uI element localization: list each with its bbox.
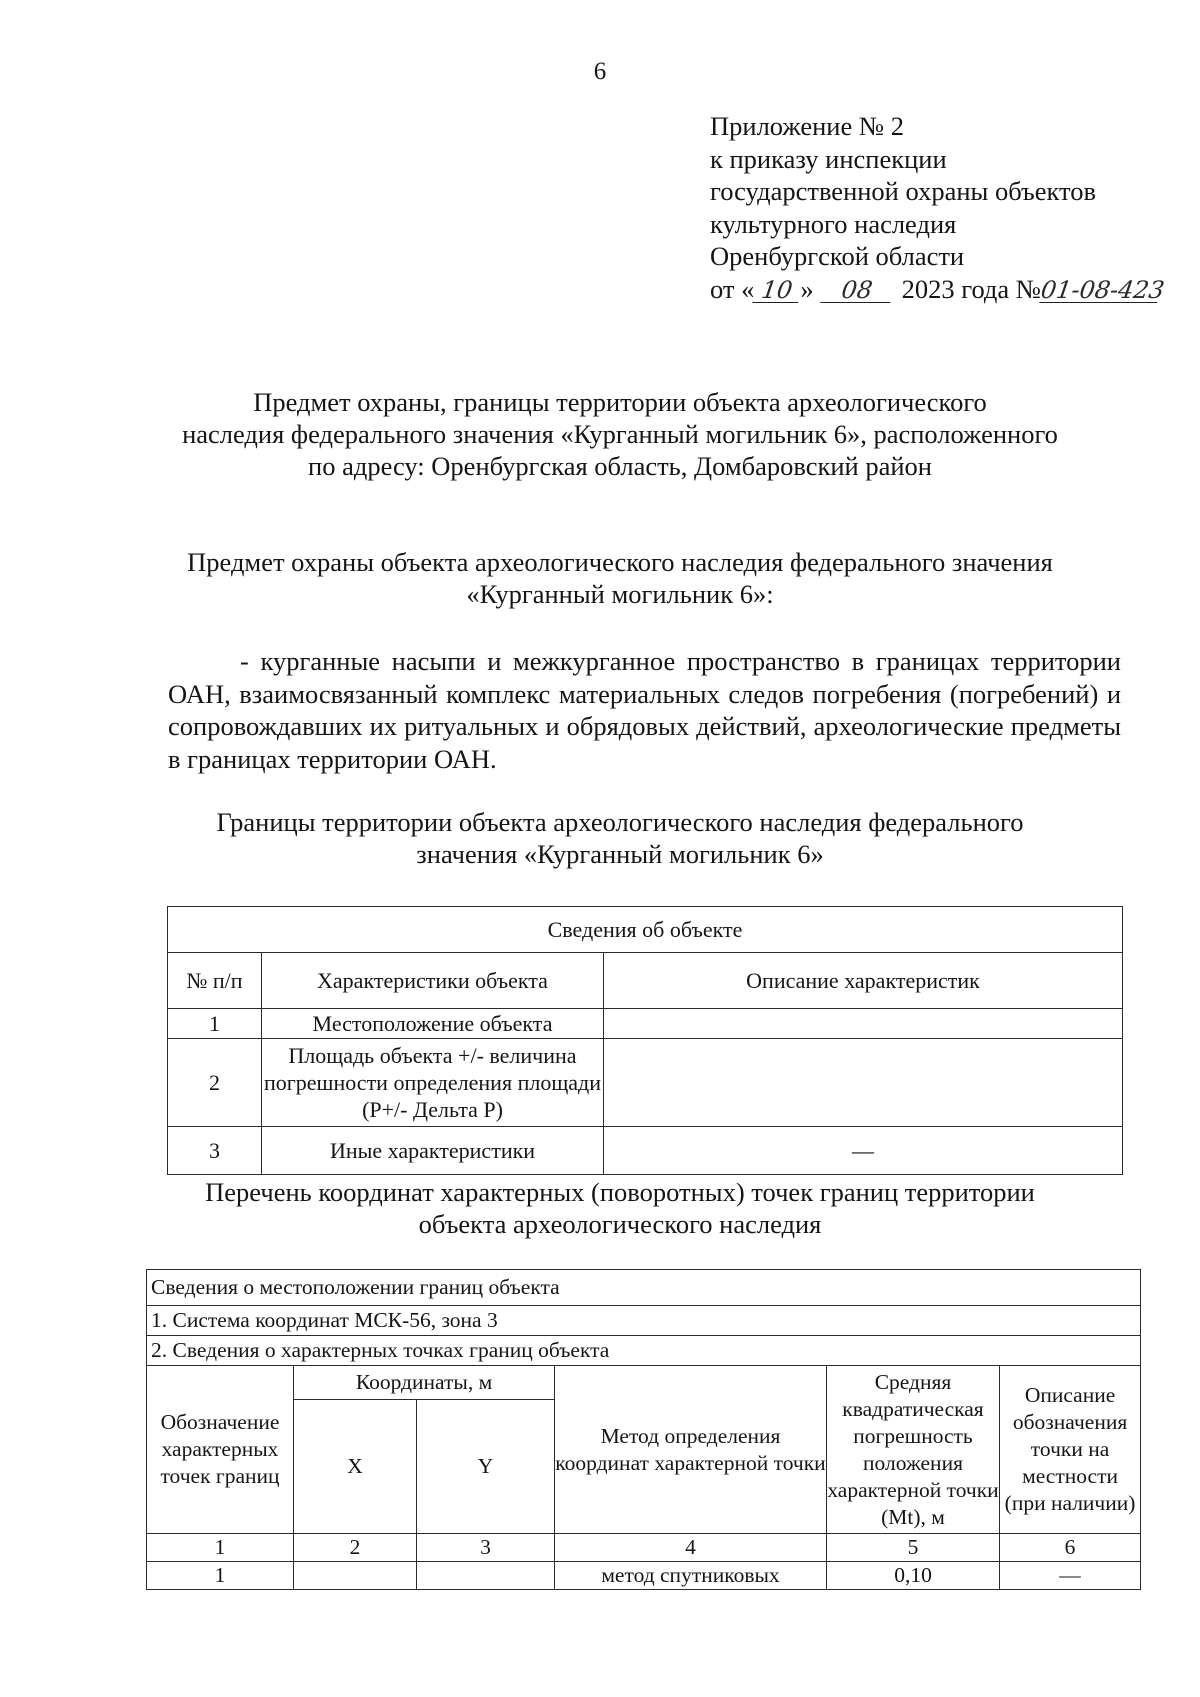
column-number: 4 [555,1534,827,1562]
heading-line: Предмет охраны объекта археологического наследия федерального значения [187,547,1053,577]
handwritten-order-number: 01-08-423 [1039,275,1167,304]
header-characteristic: Характеристики объекта [262,953,604,1009]
location-row: Сведения о местоположении границ объекта [147,1270,1141,1306]
row-num: 1 [168,1009,262,1039]
appendix-line: к приказу инспекции [710,143,947,174]
point-id: 1 [147,1562,294,1590]
row-value [604,1039,1123,1127]
row-num: 3 [168,1127,262,1175]
header-method: Метод определения координат характерной точки [555,1366,827,1534]
row-name: Иные характеристики [262,1127,604,1175]
column-number: 5 [827,1534,1000,1562]
appendix-line: культурного наследия [710,208,957,239]
point-method: метод спутниковых [555,1562,827,1590]
column-number: 1 [147,1534,294,1562]
handwritten-month: 08 [820,278,894,303]
coordinates-heading [150,1176,1090,1240]
main-title [150,386,1090,482]
appendix-line: Оренбургской области [710,241,965,271]
column-number: 3 [417,1534,555,1562]
page-number: 6 [593,58,607,85]
column-number: 2 [294,1534,417,1562]
column-number: 6 [1000,1534,1141,1562]
header-y: Y [417,1400,555,1534]
heading-line: Перечень координат характерных (поворотных) точек границ территории [205,1177,1035,1207]
table-row [168,1039,1123,1127]
protection-subject-heading [150,546,1090,610]
coordinate-system-row: 1. Система координат МСК-56, зона 3 [147,1306,1141,1336]
heading-line: значения «Курганный могильник 6» [416,839,824,869]
row-name: Площадь объекта +/- величина погрешности определения площади (P+/- Дельта P) [262,1039,604,1127]
year-text: 2023 года № [901,273,1042,304]
header-designation: Обозначение характерных точек границ [147,1366,294,1534]
row-value [604,1009,1123,1039]
order-date-line [710,273,1180,306]
header-point-description: Описание обозначения точки на местности (при наличии) [1000,1366,1141,1534]
date-prefix: от « [710,273,755,304]
handwritten-day: 10 [753,278,803,303]
row-value: — [604,1127,1123,1175]
row-num: 2 [168,1039,262,1127]
column-numbers-row [147,1534,1141,1562]
boundaries-heading [150,806,1090,870]
point-description: — [1000,1562,1141,1590]
object-info-table [167,906,1123,1175]
header-num: № п/п [168,953,262,1009]
coordinates-table [146,1269,1141,1590]
appendix-line: государственной охраны объектов [710,176,1097,206]
table-row [168,1009,1123,1039]
appendix-line: Приложение № 2 [710,111,905,141]
header-error: Средняя квадратическая погрешность положения характерной точки (Mt), м [827,1366,1000,1534]
point-x [294,1562,417,1590]
point-y [417,1562,555,1590]
main-title-line: по адресу: Оренбургская область, Домбаровский район [308,451,932,481]
heading-line: объекта археологического наследия [418,1209,822,1239]
table-caption: Сведения об объекте [168,907,1123,953]
appendix-header [710,110,1180,305]
points-info-row: 2. Сведения о характерных точках границ объекта [147,1336,1141,1366]
table-row [168,1127,1123,1175]
heading-line: «Курганный могильник 6»: [466,579,774,609]
heading-line: Границы территории объекта археологического наследия федерального [216,807,1024,837]
point-error: 0,10 [827,1562,1000,1590]
main-title-line: наследия федерального значения «Курганный могильник 6», расположенного [182,419,1058,449]
row-name: Местоположение объекта [262,1009,604,1039]
header-coordinates: Координаты, м [294,1366,555,1400]
quote-close: » [800,273,814,304]
protection-subject-text: - курганные насыпи и межкурганное пространство в границах территории ОАН, взаимосвязанный комплекс материальных следов погребения (погребений) и сопровождавших их ритуальных и обрядовых действий, археологические предметы в границах территории ОАН. [168,646,1121,774]
table-row [147,1562,1141,1590]
header-description: Описание характеристик [604,953,1123,1009]
main-title-line: Предмет охраны, границы территории объекта археологического [253,387,987,417]
header-x: X [294,1400,417,1534]
